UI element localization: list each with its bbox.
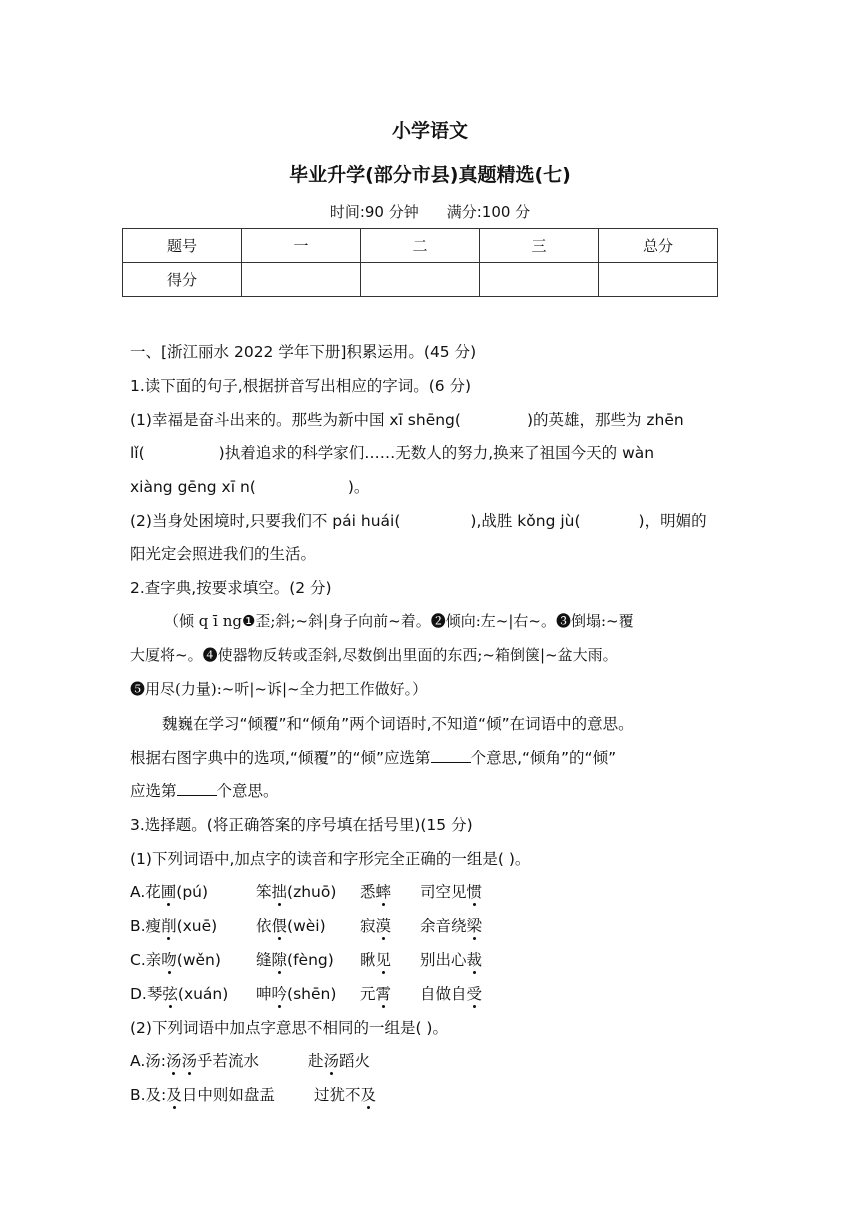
question-line: 阳光定会照进我们的生活。	[130, 545, 317, 563]
option-row-c[interactable]: C.亲吻(wěn) 缝隙(fèng) 瞅见 别出心裁	[130, 951, 483, 969]
dotted-char: 漠	[375, 917, 392, 935]
section-heading: 一、[浙江丽水 2022 学年下册]积累运用。(45 分)	[130, 343, 477, 361]
score-input-cell[interactable]	[480, 263, 599, 297]
score-input-cell[interactable]	[361, 263, 480, 297]
dotted-char: 及	[166, 1086, 182, 1104]
question-line: lǐ( )执着追求的科学家们……无数人的努力,换来了祖国今天的 wàn	[130, 444, 655, 462]
dotted-char: 梁	[466, 917, 483, 935]
dotted-char: 圃	[160, 883, 177, 901]
dictionary-entry: ❺用尽(力量):~听|~诉|~全力把工作做好。）	[130, 680, 428, 698]
score-table-cell: 题号	[123, 229, 242, 263]
score-table-score-row	[123, 263, 718, 297]
dotted-char: 蟀	[375, 883, 392, 901]
question-title: 2.查字典,按要求填空。(2 分)	[130, 579, 332, 597]
score-table-cell: 三	[480, 229, 599, 263]
question-line: xiàng gēng xī n( )。	[130, 478, 370, 496]
question-stem: (1)下列词语中,加点字的读音和字形完全正确的一组是( )。	[130, 850, 531, 868]
question-line: 应选第 个意思。	[130, 782, 279, 800]
dotted-char: 汤	[165, 1052, 182, 1070]
dotted-char: 弦	[162, 985, 178, 1003]
dotted-char: 汤	[181, 1052, 198, 1070]
score-table-header-row	[123, 229, 718, 263]
time-limit: 时间:90 分钟	[329, 203, 419, 221]
page-subtitle: 毕业升学(部分市县)真题精选(七)	[289, 164, 571, 186]
question-title: 1.读下面的句子,根据拼音写出相应的字词。(6 分)	[130, 377, 472, 395]
dictionary-entry: 大厦将~。❹使器物反转或歪斜,尽数倒出里面的东西;~箱倒箧|~盆大雨。	[130, 646, 618, 664]
score-table-cell: 一	[242, 229, 361, 263]
dotted-char: 受	[466, 985, 483, 1003]
dotted-char: 削	[161, 917, 177, 935]
option-row-d[interactable]: D.琴弦(xuán) 呻吟(shēn) 元霄 自做自受	[130, 985, 483, 1003]
dotted-char: 见	[375, 951, 392, 969]
dotted-char: 拙	[271, 883, 288, 901]
question-title: 3.选择题。(将正确答案的序号填在括号里)(15 分)	[130, 816, 473, 834]
answer-blank[interactable]	[431, 748, 471, 763]
dotted-char: 隙	[271, 951, 288, 969]
option-row-a[interactable]: A.汤:汤汤乎若流水 赴汤蹈火	[130, 1052, 371, 1070]
dotted-char: 吻	[161, 951, 177, 969]
exam-meta	[0, 201, 860, 222]
dotted-char: 吟	[271, 985, 288, 1003]
score-table-cell: 二	[361, 229, 480, 263]
score-table-cell: 总分	[599, 229, 718, 263]
dotted-char: 霄	[375, 985, 392, 1003]
option-row-b[interactable]: B.瘦削(xuē) 依偎(wèi) 寂漠 余音绕梁	[130, 917, 483, 935]
score-input-cell[interactable]	[599, 263, 718, 297]
question-line: (1)幸福是奋斗出来的。那些为新中国 xī shēng( )的英雄，那些为 zhēn	[130, 411, 684, 429]
dictionary-entry: （倾 q ī ng❶歪;斜;~斜|身子向前~着。❷倾向:左~|右~。❸倒塌:~覆	[164, 612, 634, 630]
dotted-char: 偎	[271, 917, 288, 935]
score-input-cell[interactable]	[242, 263, 361, 297]
answer-blank[interactable]	[177, 781, 217, 796]
dotted-char: 裁	[466, 951, 483, 969]
option-row-a[interactable]: A.花圃(pú) 笨拙(zhuō) 悉蟀 司空见惯	[130, 883, 483, 901]
question-line: 根据右图字典中的选项,“倾覆”的“倾”应选第 个意思,“倾角”的“倾”	[130, 749, 617, 767]
dotted-char: 惯	[466, 883, 483, 901]
full-score: 满分:100 分	[446, 203, 531, 221]
score-table-cell: 得分	[123, 263, 242, 297]
option-row-b[interactable]: B.及:及日中则如盘盂 过犹不及	[130, 1086, 377, 1104]
score-table	[122, 228, 718, 297]
dotted-char: 汤	[323, 1052, 340, 1070]
question-text: 魏巍在学习“倾覆”和“倾角”两个词语时,不知道“倾”在词语中的意思。	[162, 715, 634, 733]
question-stem: (2)下列词语中加点字意思不相同的一组是( )。	[130, 1019, 448, 1037]
dotted-char: 及	[360, 1086, 377, 1104]
page-title: 小学语文	[391, 120, 468, 142]
question-line: (2)当身处困境时,只要我们不 pái huái( ),战胜 kǒng jù( )，明媚的	[130, 512, 707, 530]
